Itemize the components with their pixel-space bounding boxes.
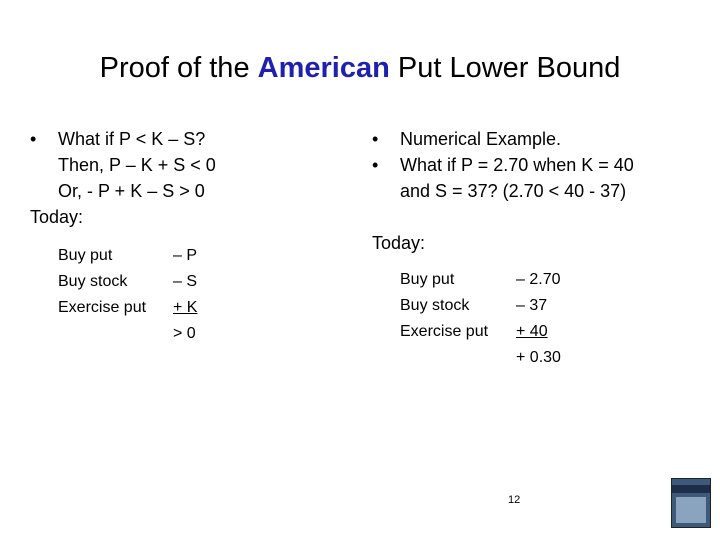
left-bullet-1	[30, 126, 360, 152]
row-value: + 40	[516, 323, 548, 340]
left-then: Then, P – K + S < 0	[58, 155, 216, 175]
row-label: Buy stock	[400, 297, 470, 314]
row-label: Buy put	[400, 271, 455, 288]
right-question: What if P = 2.70 when K = 40	[400, 155, 634, 175]
right-heading: Numerical Example.	[400, 129, 562, 149]
table-row	[400, 267, 561, 293]
left-column	[30, 126, 360, 230]
right-question-cont: and S = 37? (2.70 < 40 - 37)	[400, 181, 627, 201]
table-row	[400, 345, 561, 371]
table-row	[58, 321, 197, 347]
title-accent: American	[257, 52, 390, 84]
table-row	[400, 319, 561, 345]
row-value: – 37	[516, 297, 548, 314]
left-or: Or, - P + K – S > 0	[58, 181, 205, 201]
row-label: Buy put	[58, 247, 113, 264]
row-label: Buy stock	[58, 273, 128, 290]
right-bullet-1	[372, 126, 702, 152]
row-value: + K	[173, 299, 198, 316]
right-today: Today:	[372, 233, 426, 253]
row-value: > 0	[173, 325, 196, 342]
table-row	[58, 295, 197, 321]
book-cover-icon	[671, 478, 711, 528]
row-label	[400, 345, 516, 371]
left-strategy-table	[58, 243, 197, 347]
right-column	[372, 126, 702, 256]
left-today: Today:	[30, 207, 84, 227]
row-value: – 2.70	[516, 271, 561, 288]
left-question: What if P < K – S?	[58, 129, 206, 149]
title-pre: Proof of the	[99, 52, 258, 84]
row-value: + 0.30	[516, 349, 561, 366]
right-strategy-table	[400, 267, 561, 371]
row-label: Exercise put	[58, 299, 147, 316]
row-value: – S	[173, 273, 198, 290]
table-row	[58, 243, 197, 269]
title-post: Put Lower Bound	[389, 52, 621, 84]
row-value: – P	[173, 247, 198, 264]
bullet-icon: •	[372, 155, 379, 175]
bullet-icon: •	[30, 129, 37, 149]
right-bullet-2	[372, 152, 702, 178]
bullet-icon: •	[372, 129, 379, 149]
row-label	[58, 321, 173, 347]
row-label: Exercise put	[400, 323, 489, 340]
slide-title	[0, 48, 720, 88]
table-row	[58, 269, 197, 295]
page-number: 12	[508, 494, 521, 506]
table-row	[400, 293, 561, 319]
